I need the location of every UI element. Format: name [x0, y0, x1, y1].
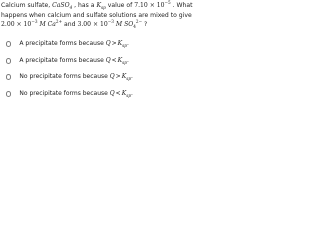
calcium-concentration-mantissa: 2.00 × 10 — [1, 21, 32, 29]
ksp-value-prefix: value of — [107, 2, 135, 9]
sulfate-concentration-mantissa: 3.00 × 10 — [77, 21, 108, 29]
radio-button-icon[interactable] — [6, 58, 11, 63]
sulfate-concentration — [77, 21, 144, 28]
answer-option-3-prefix: No precipitate forms because — [19, 73, 110, 80]
ksp-symbol-k: K — [96, 2, 101, 9]
answer-option-1-k: K — [117, 40, 123, 47]
question-line-3 — [1, 20, 197, 30]
answer-option-4-prefix: No precipitate forms because — [19, 90, 110, 97]
answer-option-1-prefix: A precipitate forms because — [19, 40, 106, 47]
sulfate-concentration-exponent: −3 — [107, 19, 114, 25]
calcium-ion-charge: 2+ — [55, 19, 63, 25]
compound-formula — [52, 2, 74, 9]
question-line-1-suffix: . What — [172, 2, 193, 9]
sulfate-ion-symbol: SO — [124, 21, 134, 29]
answer-option-2-relation: < — [111, 57, 117, 64]
answer-option-4-end: . — [131, 90, 133, 97]
answer-option-1-label — [19, 40, 129, 48]
radio-button-icon[interactable] — [6, 91, 11, 96]
question-line-1 — [1, 1, 197, 11]
ksp-value-exponent: −5 — [164, 0, 171, 5]
answer-option-1-k-subscript: sp — [122, 43, 127, 49]
answer-option-3-q: Q — [109, 73, 115, 80]
answer-option-1-relation: > — [111, 40, 117, 47]
sulfate-concentration-unit: M — [115, 21, 123, 29]
answer-option-3-k: K — [121, 73, 127, 80]
answer-option-3-relation: > — [115, 73, 121, 80]
calcium-ion-symbol: Ca — [47, 21, 56, 29]
concentration-conjunction: and — [64, 21, 78, 29]
compound-formula-subscript: 4 — [69, 5, 73, 11]
question-mark: ? — [144, 21, 148, 29]
radio-button-icon[interactable] — [6, 41, 11, 46]
answer-option-4-q: Q — [109, 90, 115, 97]
ksp-value — [134, 2, 172, 9]
answer-option-2[interactable] — [3, 53, 193, 69]
ksp-symbol — [96, 2, 107, 9]
answer-option-2-k-subscript: sp — [122, 60, 127, 66]
answer-option-1-end: . — [126, 40, 129, 47]
question-line-2: happens when calcium and sulfate solutions are mixed to give — [1, 11, 192, 19]
sulfate-ion-charge: 2− — [135, 19, 143, 25]
answer-options — [3, 36, 198, 102]
question-line-1-prefix: Calcium sulfate, — [1, 2, 53, 9]
answer-option-4-k: K — [121, 90, 127, 97]
answer-option-3-end: . — [131, 73, 133, 80]
answer-option-4-relation: < — [115, 90, 121, 97]
calcium-concentration — [1, 21, 64, 28]
ksp-symbol-subscript: sp — [101, 5, 106, 11]
answer-option-3-label — [19, 73, 133, 81]
answer-option-2-prefix: A precipitate forms because — [19, 57, 106, 64]
calcium-concentration-unit: M — [39, 21, 46, 29]
answer-option-3[interactable] — [3, 69, 193, 85]
answer-option-4[interactable] — [3, 86, 193, 102]
ksp-value-mantissa: 7.10 × 10 — [134, 2, 165, 9]
answer-option-4-k-subscript: sp — [126, 93, 132, 99]
radio-button-icon[interactable] — [6, 74, 11, 79]
sulfate-ion-subscript: 4 — [133, 24, 136, 30]
question-text — [1, 1, 197, 30]
answer-option-1-q: Q — [105, 40, 111, 47]
calcium-concentration-exponent: −3 — [31, 19, 38, 25]
answer-option-4-label — [19, 90, 133, 98]
answer-option-2-k: K — [117, 57, 123, 64]
compound-formula-base: CaSO — [52, 2, 70, 9]
answer-option-2-end: . — [126, 57, 129, 64]
question-line-1-mid: , has a — [74, 2, 97, 9]
answer-option-2-label — [19, 57, 129, 65]
answer-option-3-k-subscript: sp — [126, 76, 132, 82]
answer-option-1[interactable] — [3, 36, 193, 52]
answer-option-2-q: Q — [105, 57, 111, 64]
